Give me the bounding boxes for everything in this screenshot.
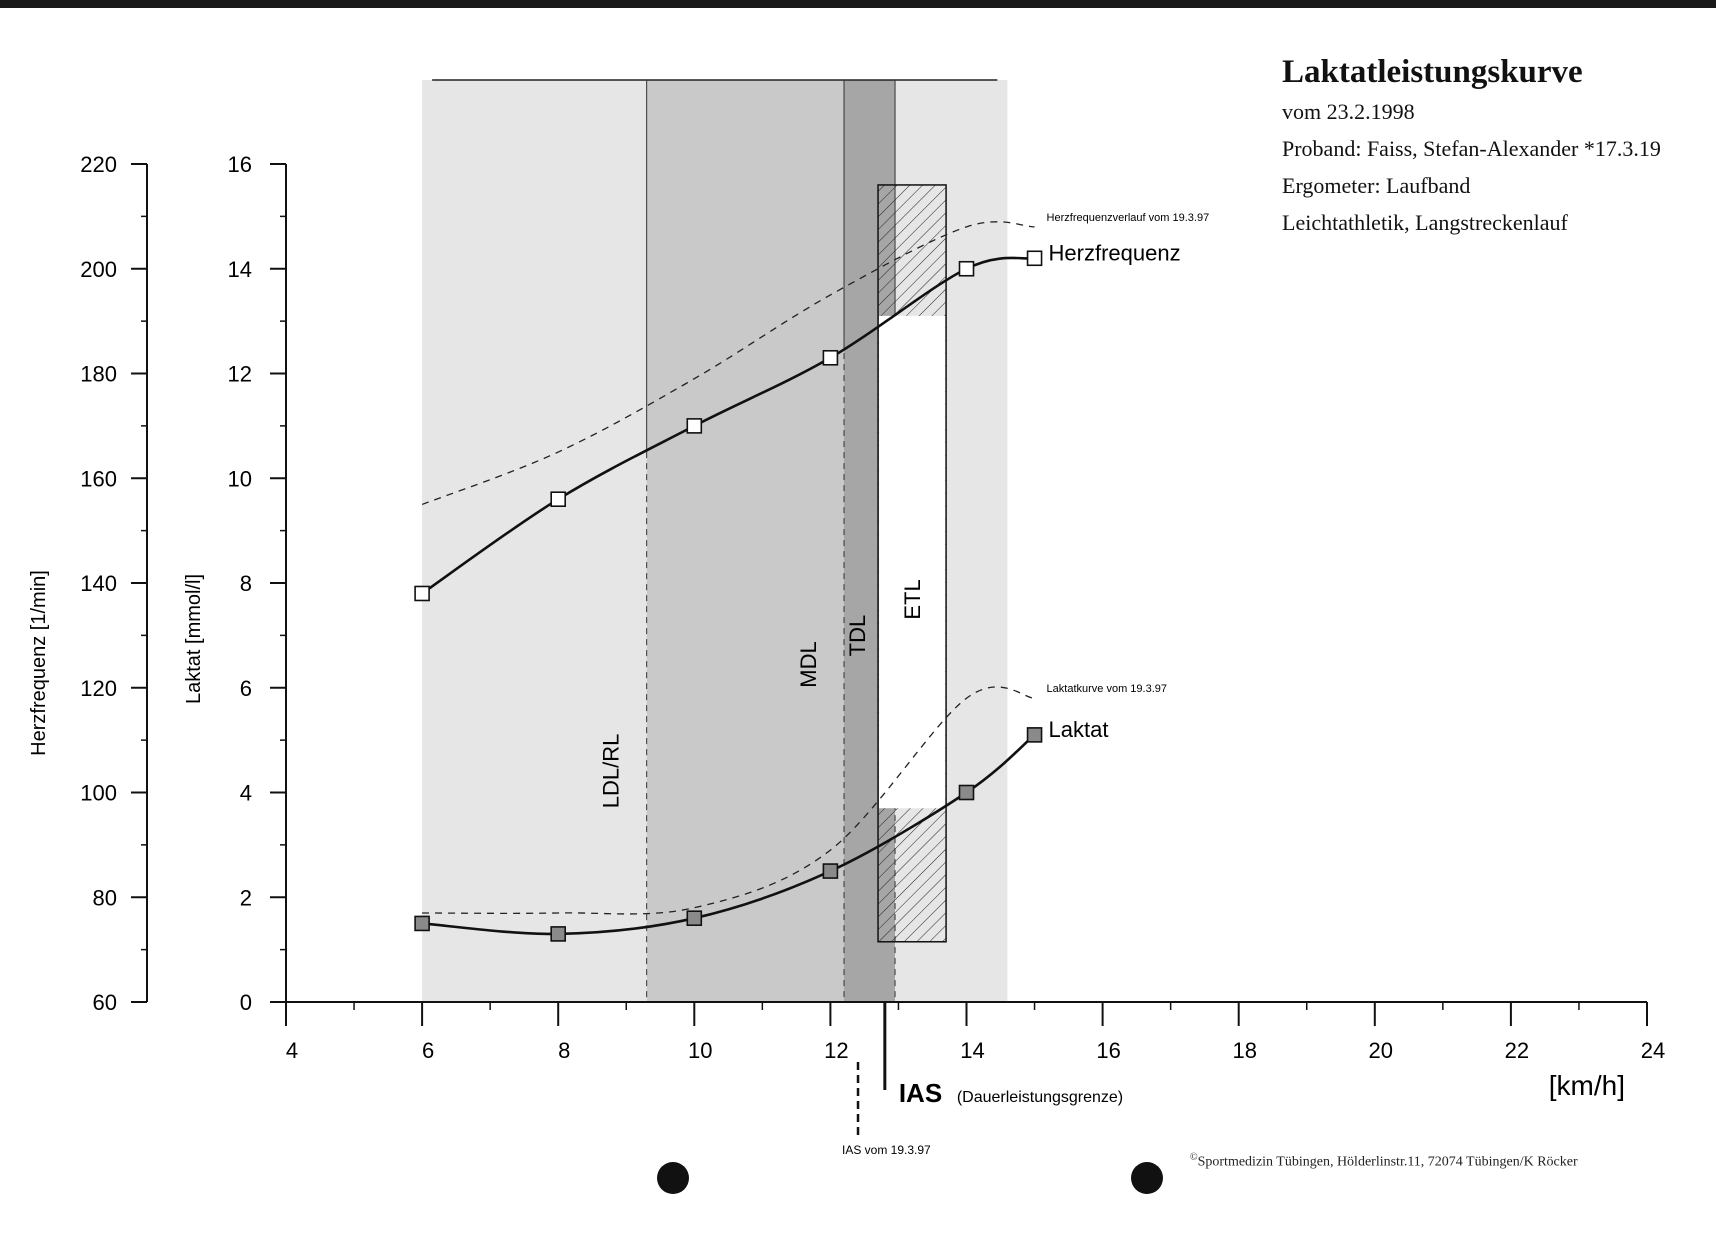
data-point-laktat [415, 916, 429, 930]
data-point-laktat [1028, 728, 1042, 742]
copyright-mark: © [1190, 1152, 1198, 1163]
heart-rate-axis-title: Herzfrequenz [1/min] [28, 570, 50, 756]
heart-rate-tick-label: 120 [80, 675, 117, 701]
report-date: vom 23.2.1998 [1282, 99, 1415, 124]
reference-curve-label-0: Herzfrequenzverlauf vom 19.3.97 [1046, 211, 1210, 224]
etl-box-clear-section [879, 316, 945, 808]
data-point-herzfrequenz [960, 262, 974, 276]
lactate-tick-label: 12 [227, 361, 252, 387]
lactate-tick-label: 4 [239, 780, 252, 806]
zone-band-ldl-rl [422, 80, 647, 1002]
zone-label-mdl: MDL [796, 641, 822, 688]
zone-band-mdl [647, 80, 844, 1002]
lactate-axis-title: Laktat [mmol/l] [183, 573, 205, 705]
report-discipline: Leichtathletik, Langstreckenlauf [1282, 210, 1568, 235]
lactate-tick-label: 16 [227, 152, 252, 177]
heart-rate-tick-label: 140 [80, 571, 117, 596]
report-subject: Proband: Faiss, Stefan-Alexander *17.3.19 [1282, 136, 1661, 161]
zone-label-ldl-rl: LDL/RL [598, 733, 624, 809]
speed-tick-label: 16 [1096, 1038, 1121, 1063]
speed-tick-label: 20 [1368, 1038, 1394, 1063]
speed-tick-label: 18 [1232, 1038, 1257, 1063]
report-ergometer: Ergometer: Laufband [1282, 173, 1471, 198]
data-point-laktat [960, 786, 974, 800]
data-point-laktat [823, 864, 837, 878]
series-label-herzfrequenz: Herzfrequenz [1048, 240, 1181, 266]
ias-previous-label: IAS vom 19.3.97 [842, 1143, 931, 1157]
speed-tick-label: 6 [421, 1038, 435, 1063]
zone-label-etl: ETL [900, 579, 926, 620]
lactate-tick-label: 14 [227, 256, 252, 282]
series-label-laktat: Laktat [1048, 716, 1109, 742]
zone-label-tdl: TDL [845, 614, 871, 657]
data-point-laktat [687, 911, 701, 925]
heart-rate-tick-label: 180 [80, 361, 117, 387]
heart-rate-tick-label: 220 [80, 152, 117, 177]
lactate-tick-label: 6 [239, 675, 252, 701]
report-title: Laktatleistungskurve [1282, 54, 1583, 90]
speed-tick-label: 14 [960, 1038, 985, 1063]
heart-rate-tick-label: 160 [80, 466, 117, 492]
lactate-tick-label: 8 [239, 571, 252, 596]
data-point-herzfrequenz [1028, 251, 1042, 265]
lactate-tick-label: 0 [239, 990, 252, 1015]
lactate-tick-label: 10 [227, 466, 252, 492]
footer-credit-text: Sportmedizin Tübingen, Hölderlinstr.11, 72074 Tübingen/K Röcker [1197, 1154, 1578, 1170]
ias-note: (Dauerleistungsgrenze) [956, 1089, 1124, 1106]
heart-rate-tick-label: 100 [80, 780, 117, 806]
speed-tick-label: 8 [558, 1038, 571, 1063]
data-point-herzfrequenz [823, 351, 837, 365]
speed-tick-label: 22 [1504, 1038, 1530, 1063]
ias-label: IAS [898, 1078, 943, 1108]
heart-rate-tick-label: 60 [92, 990, 117, 1015]
speed-tick-label: 10 [688, 1038, 713, 1063]
reference-curve-label-1: Laktatkurve vom 19.3.97 [1046, 683, 1168, 696]
lactate-tick-label: 2 [239, 885, 252, 911]
data-point-herzfrequenz [551, 492, 565, 506]
speed-tick-label: 4 [285, 1038, 299, 1063]
data-point-laktat [551, 927, 565, 941]
speed-tick-label: 24 [1640, 1038, 1666, 1063]
speed-axis-title: [km/h] [1548, 1070, 1625, 1101]
heart-rate-tick-label: 80 [92, 885, 117, 911]
data-point-herzfrequenz [415, 586, 429, 600]
heart-rate-tick-label: 200 [80, 256, 117, 282]
speed-tick-label: 12 [824, 1038, 849, 1063]
data-point-herzfrequenz [687, 419, 701, 433]
